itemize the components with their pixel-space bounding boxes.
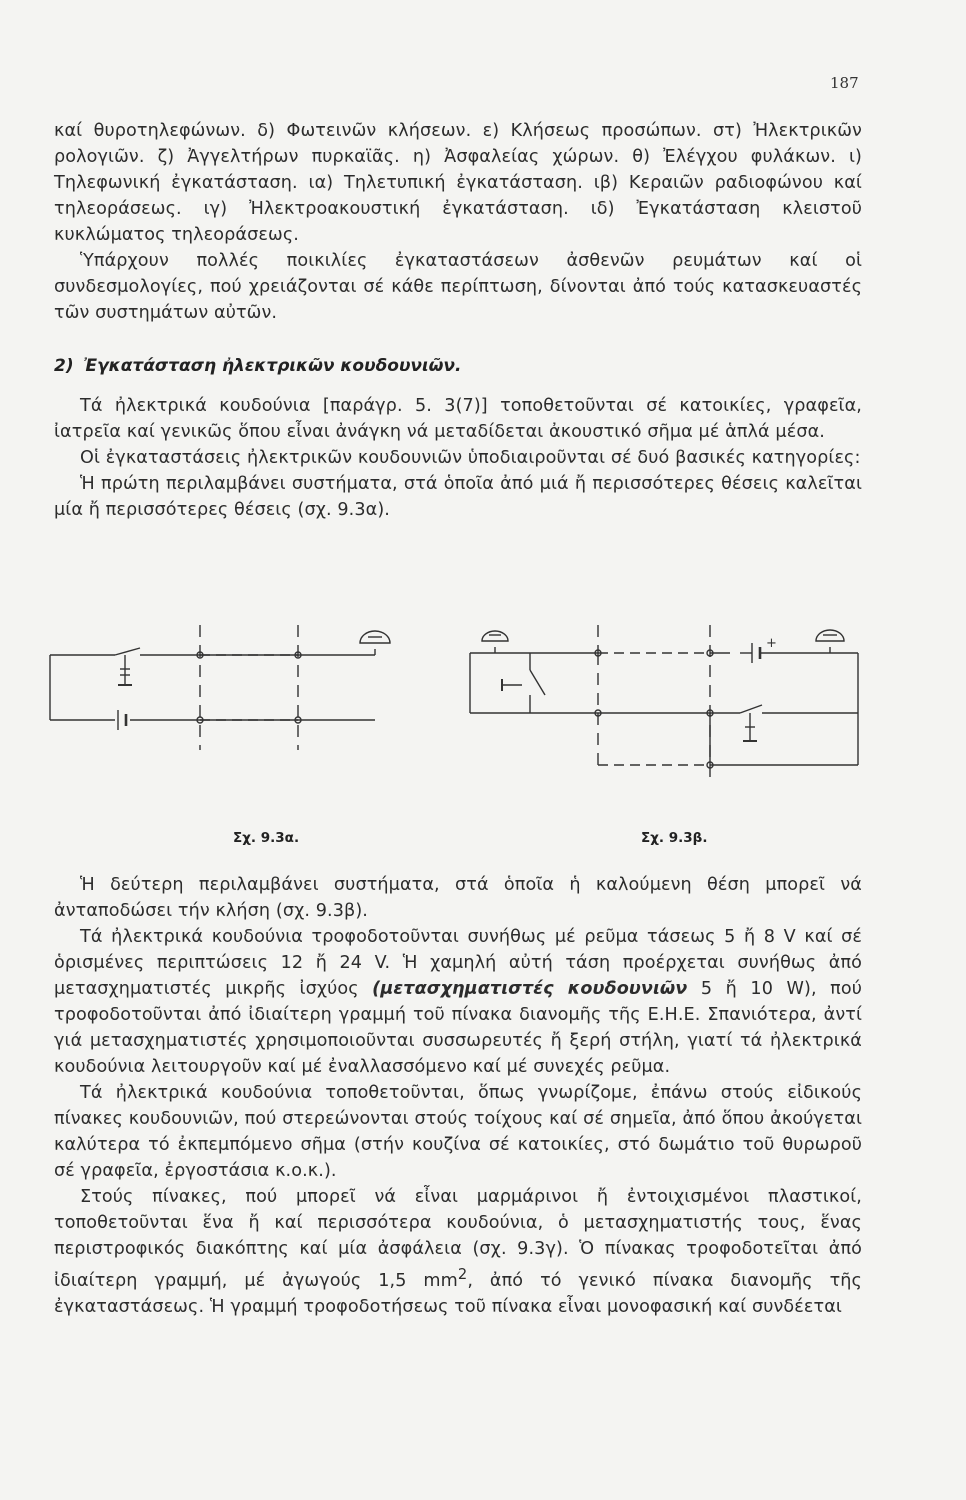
squared-superscript: 2 [457, 1266, 468, 1283]
body-paragraph-4-b: , ἀπό τό γενικό πίνακα διανομῆς τῆς ἐγκαταστάσεως. Ἡ γραμμή τροφοδοτήσεως τοῦ πίνακα εἶναι μονοφασική καί συνδέεται [54, 1270, 862, 1317]
body-paragraph-2-a: Τά ἠλεκτρικά κουδούνια τροφοδοτοῦνται συνήθως μέ ρεῦμα τάσεως 5 ἤ 8 V καί σέ ὁρισμένες περιπτώσεις 12 ἤ 24 V. Ἡ χαμηλή αὐτή τάση προέρχεται συνήθως ἀπό μετασχηματιστές μικρῆς ἰσχύος [54, 927, 862, 999]
transformer-term: (μετασχηματιστές κουδουνιῶν [372, 979, 688, 999]
figure-9-3a [50, 625, 390, 750]
body-paragraph-4 [54, 1184, 862, 1320]
intro-paragraph-1: καί θυροτηλεφώνων. δ) Φωτεινῶν κλήσεων. ε) Κλήσεως προσώπων. στ) Ἠλεκτρικῶν ρολογιῶν. ζ) Ἀγγελτήρων πυρκαϊᾶς. η) Ἀσφαλείας χώρων. θ) Ἐλέγχου φυλάκων. ι) Τηλεφωνική ἐγκατάσταση. ια) Τηλετυπική ἐγκατάσταση. ιβ) Κεραιῶν ραδιοφώνου καί τηλεοράσεως. ιγ) Ἠλεκτροακουστική ἐγκατάσταση. ιδ) Ἐγκατάσταση κλειστοῦ κυκλώματος τηλεοράσεως. [54, 121, 862, 245]
intro-paragraph-2: Ὑπάρχουν πολλές ποικιλίες ἐγκαταστάσεων ἀσθενῶν ρευμάτων καί οἱ συνδεσμολογίες, πού χρειάζονται σέ κάθε περίπτωση, δίνονται ἀπό τούς κατασκευαστές τῶν συστημάτων αὐτῶν. [54, 251, 862, 323]
section-body [54, 393, 862, 523]
circuit-diagrams [40, 615, 920, 795]
battery-plus-label: + [766, 636, 777, 651]
figure-9-3b [470, 625, 858, 780]
section-paragraph-3: Ἡ πρώτη περιλαμβάνει συστήματα, στά ὁποῖα ἀπό μιά ἤ περισσότερες θέσεις καλεῖται μία ἤ περισσότερες θέσεις (σχ. 9.3α). [54, 474, 862, 520]
section-paragraph-1: Τά ἠλεκτρικά κουδούνια [παράγρ. 5. 3(7)] τοποθετοῦνται σέ κατοικίες, γραφεῖα, ἰατρεῖα καί γενικῶς ὅπου εἶναι ἀνάγκη νά μεταδίδεται ἀκουστικό σῆμα μέ ἁπλά μέσα. [54, 396, 862, 442]
body-text [54, 872, 862, 1320]
body-paragraph-2-b: 5 ἤ 10 W), πού τροφοδοτοῦνται ἀπό ἰδιαίτερη γραμμή τοῦ πίνακα διανομῆς τῆς Ε.Η.Ε. Σπανιότερα, ἀντί γιά μετασχηματιστές χρησιμοποιοῦνται συσσωρευτές ἤ ξερή στήλη, γιατί τά ἠλεκτρικά κουδούνια λειτουργοῦν καί μέ ἐναλλασσόμενο καί μέ συνεχές ρεῦμα. [54, 979, 863, 1077]
page-number: 187 [830, 74, 859, 92]
figure-caption-b: Σχ. 9.3β. [641, 830, 708, 846]
body-paragraph-4-a: Στούς πίνακες, πού μπορεῖ νά εἶναι μαρμάρινοι ἤ ἐντοιχισμένοι πλαστικοί, τοποθετοῦνται ἕνα ἤ καί περισσότερα κουδούνια, ὁ μετασχηματιστής τους, ἕνας περιστροφικός διακόπτης καί μία ἀσφάλεια (σχ. 9.3γ). Ὁ πίνακας τροφοδοτεῖται ἀπό ἰδιαίτερη γραμμή, μέ ἀγωγούς 1,5 mm [54, 1187, 862, 1291]
section-paragraph-2: Οἱ ἐγκαταστάσεις ἠλεκτρικῶν κουδουνιῶν ὑποδιαιροῦνται σέ δυό βασικές κατηγορίες: [80, 448, 861, 468]
section-title: Ἐγκατάσταση ἠλεκτρικῶν κουδουνιῶν. [83, 356, 462, 376]
section-number: 2) [54, 356, 74, 376]
body-paragraph-1: Ἡ δεύτερη περιλαμβάνει συστήματα, στά ὁποῖα ἡ καλούμενη θέση μπορεῖ νά ἀνταποδώσει τήν κλήση (σχ. 9.3β). [54, 875, 862, 921]
body-paragraph-3: Τά ἠλεκτρικά κουδούνια τοποθετοῦνται, ὅπως γνωρίζομε, ἐπάνω στούς εἰδικούς πίνακες κουδουνιῶν, πού στερεώνονται στούς τοίχους καί σέ σημεῖα, ἀπό ὅπου ἀκούγεται καλύτερα τό ἐκπεμπόμενο σῆμα (στήν κουζίνα σέ κατοικίες, στό δωμάτιο τοῦ θυρωροῦ σέ γραφεῖα, ἐργοστάσια κ.ο.κ.). [54, 1083, 862, 1181]
intro-text [54, 118, 862, 326]
body-paragraph-2 [54, 924, 862, 1080]
bell-dome-left [482, 631, 508, 641]
circuit-diagrams-svg [40, 615, 920, 795]
push-switch-contact [115, 648, 140, 655]
figure-caption-a: Σχ. 9.3α. [233, 830, 300, 846]
section-heading [54, 356, 461, 376]
